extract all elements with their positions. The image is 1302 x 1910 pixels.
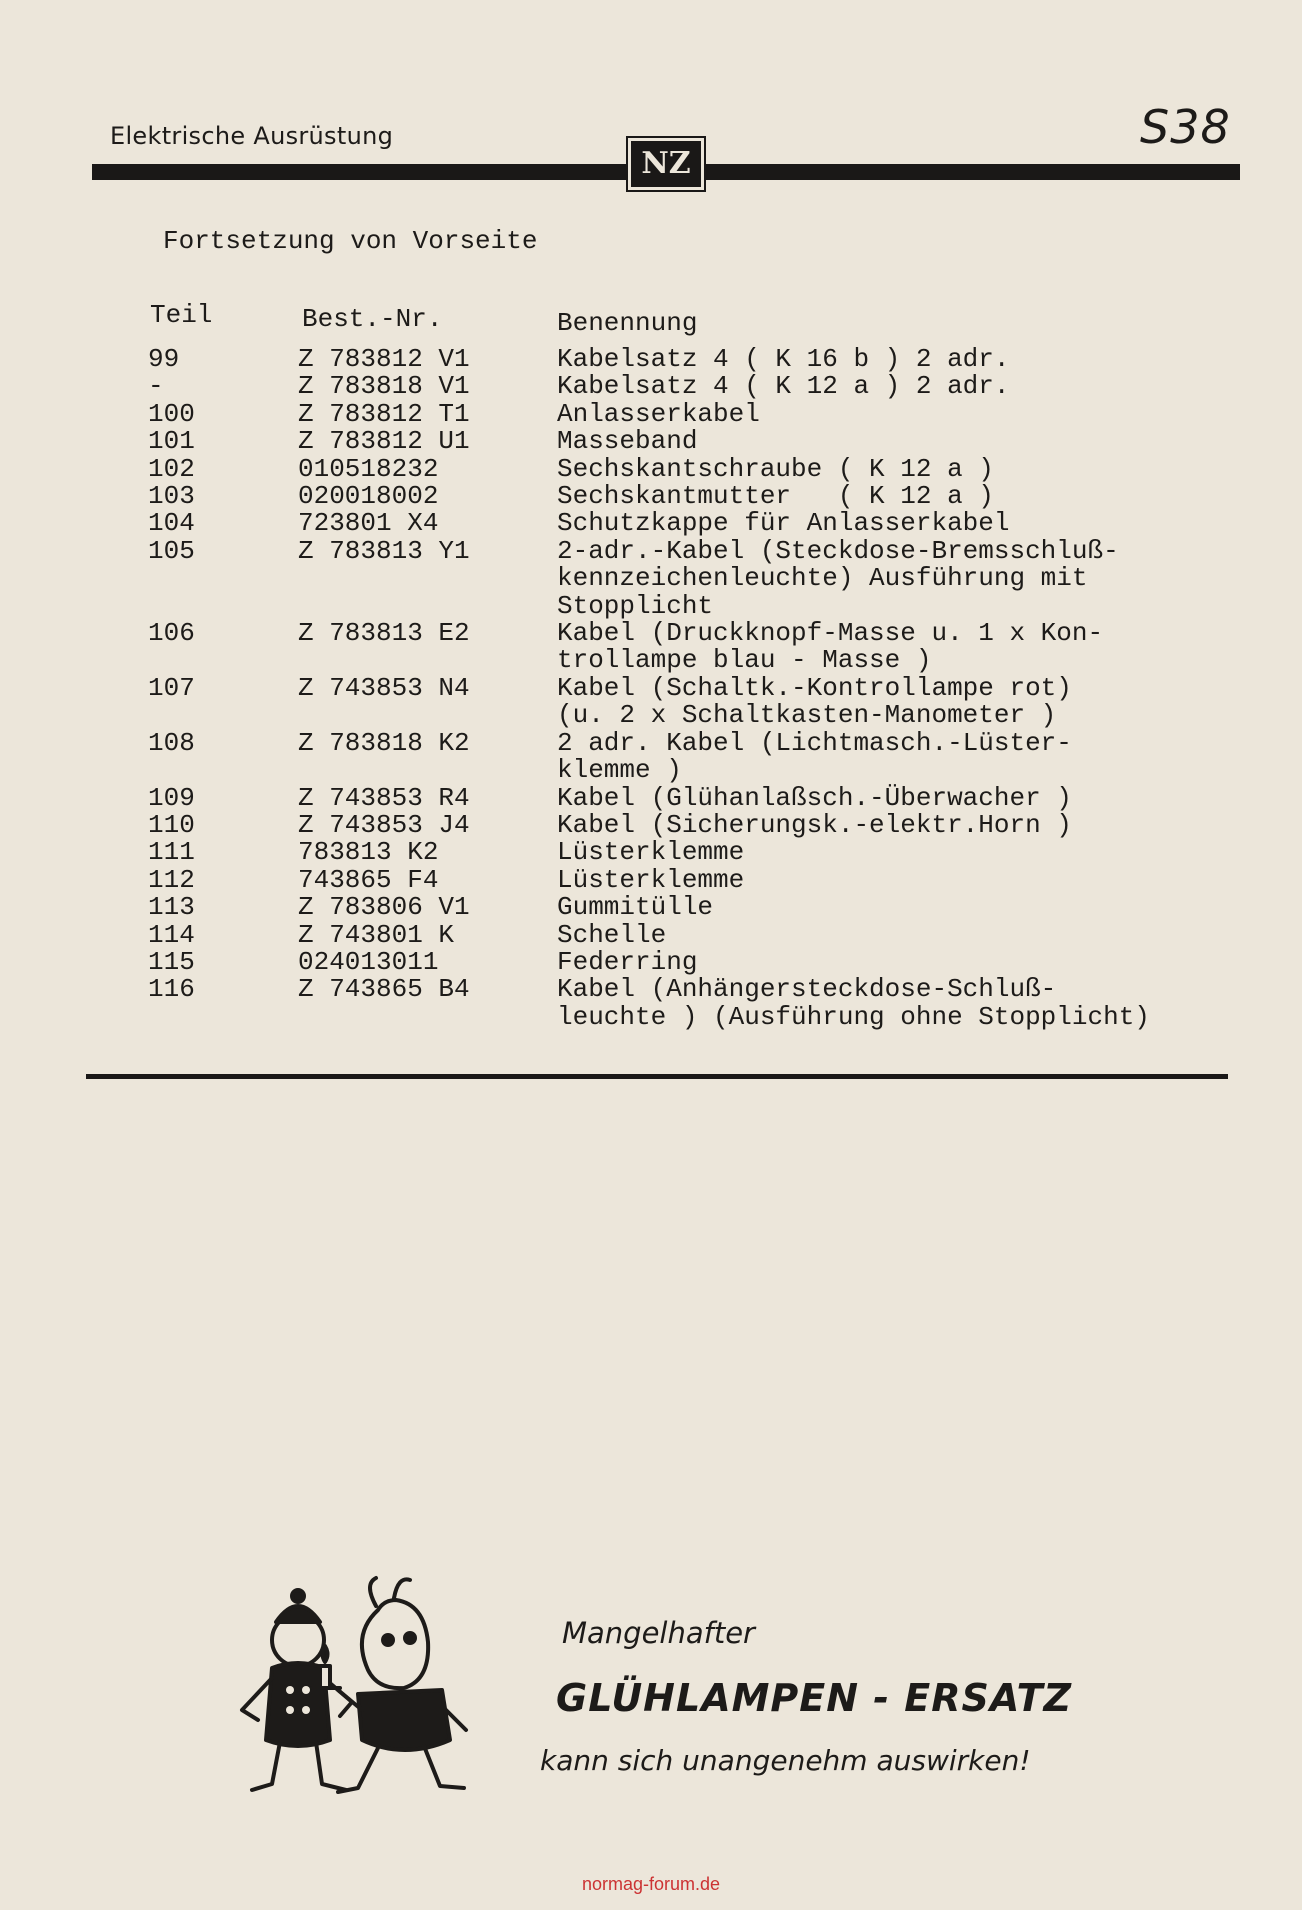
- benennung-line: kennzeichenleuchte) Ausführung mit: [557, 563, 1088, 594]
- table-row: [0, 373, 1302, 400]
- cell-teil: 104: [148, 508, 195, 539]
- cell-best-nr: 024013011: [298, 946, 439, 977]
- cell-benennung: [557, 428, 1197, 455]
- benennung-line: 2 adr. Kabel (Lichtmasch.-Lüster-: [557, 727, 1072, 758]
- cell-best-nr: Z 783813 E2: [298, 618, 470, 649]
- benennung-line: Kabel (Glühanlaßsch.-Überwacher ): [557, 782, 1072, 813]
- cell-teil: 116: [148, 974, 195, 1005]
- cell-teil: 101: [148, 426, 195, 457]
- cell-teil: 113: [148, 892, 195, 923]
- cell-benennung: [557, 535, 1197, 621]
- cell-teil: 110: [148, 809, 195, 840]
- cell-teil: 112: [148, 864, 195, 895]
- benennung-line: Lüsterklemme: [557, 864, 745, 895]
- cell-teil: 105: [148, 535, 195, 566]
- cell-teil: 102: [148, 453, 195, 484]
- cell-benennung: [557, 864, 1197, 895]
- cell-benennung: [557, 620, 1197, 675]
- cell-teil: 99: [148, 344, 180, 374]
- benennung-line: Kabel (Sicherungsk.-elektr.Horn ): [557, 809, 1072, 840]
- cell-benennung: [557, 839, 1197, 866]
- cell-teil: -: [148, 371, 164, 402]
- benennung-line: Kabelsatz 4 ( K 12 a ) 2 adr.: [557, 371, 1010, 402]
- table-row: [0, 510, 1302, 537]
- cell-benennung: [557, 373, 1197, 400]
- benennung-line: Schelle: [557, 919, 667, 950]
- cell-best-nr: Z 743853 J4: [298, 809, 470, 840]
- benennung-line: Kabel (Schaltk.-Kontrollampe rot): [557, 672, 1072, 703]
- benennung-line: Gummitülle: [557, 892, 714, 923]
- cell-best-nr: Z 783818 K2: [298, 727, 470, 758]
- table-row: [0, 976, 1302, 1031]
- cell-teil: 100: [148, 398, 195, 429]
- benennung-line: Sechskantschraube ( K 12 a ): [557, 453, 994, 484]
- cell-teil: 115: [148, 946, 195, 977]
- table-row: [0, 894, 1302, 921]
- table-row: [0, 672, 1302, 731]
- benennung-line: Kabelsatz 4 ( K 16 b ) 2 adr.: [557, 344, 1010, 374]
- table-row: [0, 839, 1302, 866]
- notice-line-1: Mangelhafter: [562, 1616, 755, 1650]
- benennung-line: Lüsterklemme: [557, 837, 745, 868]
- cell-benennung: [557, 398, 1197, 429]
- cell-best-nr: 743865 F4: [298, 864, 439, 895]
- benennung-line: Masseband: [557, 426, 698, 457]
- cell-teil: 114: [148, 919, 195, 950]
- cell-best-nr: Z 743865 B4: [298, 974, 470, 1005]
- page-number: S38: [1140, 100, 1231, 154]
- table-row: [0, 782, 1302, 813]
- cell-best-nr: Z 743853 N4: [298, 672, 470, 703]
- benennung-line: Kabel (Druckknopf-Masse u. 1 x Kon-: [557, 618, 1104, 649]
- cell-best-nr: 723801 X4: [298, 508, 439, 539]
- cell-best-nr: 010518232: [298, 453, 439, 484]
- table-end-rule: [86, 1074, 1228, 1079]
- table-row: [0, 398, 1302, 429]
- cell-teil: 108: [148, 727, 195, 758]
- cell-teil: 109: [148, 782, 195, 813]
- cell-benennung: [557, 976, 1197, 1031]
- cell-best-nr: Z 783812 U1: [298, 426, 470, 457]
- benennung-line: trollampe blau - Masse ): [557, 645, 932, 676]
- cell-teil: 106: [148, 618, 195, 649]
- footer-watermark: normag-forum.de: [581, 1874, 721, 1894]
- table-row: [0, 620, 1302, 675]
- cell-benennung: [557, 919, 1197, 950]
- benennung-line: Sechskantmutter ( K 12 a ): [557, 481, 994, 512]
- benennung-line: Stopplicht: [557, 590, 714, 621]
- cell-benennung: [557, 946, 1197, 977]
- table-row: [0, 809, 1302, 840]
- cell-best-nr: Z 783812 V1: [298, 344, 470, 374]
- benennung-line: Federring: [557, 946, 698, 977]
- cell-benennung: [557, 483, 1197, 510]
- cell-teil: 111: [148, 837, 195, 868]
- table-row: [0, 483, 1302, 510]
- table-header: [0, 300, 1302, 340]
- cell-best-nr: Z 783818 V1: [298, 371, 470, 402]
- cell-benennung: [557, 672, 1197, 731]
- benennung-line: Schutzkappe für Anlasserkabel: [557, 508, 1010, 539]
- table-row: [0, 946, 1302, 977]
- notice-line-3: kann sich unangenehm auswirken!: [540, 1744, 1031, 1777]
- column-header-teil: Teil: [150, 300, 213, 330]
- benennung-line: 2-adr.-Kabel (Steckdose-Bremsschluß-: [557, 535, 1119, 566]
- cell-teil: 103: [148, 481, 195, 512]
- table-row: [0, 727, 1302, 786]
- cartoon-illustration: [228, 1570, 488, 1810]
- cell-teil: 107: [148, 672, 195, 703]
- cell-best-nr: 020018002: [298, 481, 439, 512]
- column-header-best-nr: Best.-Nr.: [302, 304, 443, 334]
- notice-line-2: GLÜHLAMPEN - ERSATZ: [556, 1676, 1073, 1720]
- table-row: [0, 535, 1302, 621]
- table-row: [0, 428, 1302, 455]
- table-row: [0, 346, 1302, 373]
- benennung-line: Kabel (Anhängersteckdose-Schluß-: [557, 974, 1057, 1005]
- cell-best-nr: Z 783812 T1: [298, 398, 470, 429]
- benennung-line: (u. 2 x Schaltkasten-Manometer ): [557, 700, 1057, 731]
- continuation-note: Fortsetzung von Vorseite: [163, 226, 538, 256]
- benennung-line: leuchte ) (Ausführung ohne Stopplicht): [557, 1001, 1150, 1032]
- nz-logo: NZ: [628, 138, 704, 190]
- cell-best-nr: 783813 K2: [298, 837, 439, 868]
- cell-best-nr: Z 743853 R4: [298, 782, 470, 813]
- cell-benennung: [557, 346, 1197, 373]
- cell-benennung: [557, 453, 1197, 484]
- benennung-line: klemme ): [557, 755, 682, 786]
- cell-benennung: [557, 809, 1197, 840]
- column-header-benennung: Benennung: [557, 308, 698, 338]
- cell-best-nr: Z 783806 V1: [298, 892, 470, 923]
- table-row: [0, 453, 1302, 484]
- cell-benennung: [557, 727, 1197, 786]
- cell-benennung: [557, 510, 1197, 537]
- table-row: [0, 864, 1302, 895]
- cell-benennung: [557, 894, 1197, 921]
- benennung-line: Anlasserkabel: [557, 398, 760, 429]
- cell-best-nr: Z 783813 Y1: [298, 535, 470, 566]
- table-row: [0, 919, 1302, 950]
- parts-table: [0, 346, 1302, 1031]
- cell-best-nr: Z 743801 K: [298, 919, 455, 950]
- section-title: Elektrische Ausrüstung: [110, 122, 394, 150]
- cell-benennung: [557, 782, 1197, 813]
